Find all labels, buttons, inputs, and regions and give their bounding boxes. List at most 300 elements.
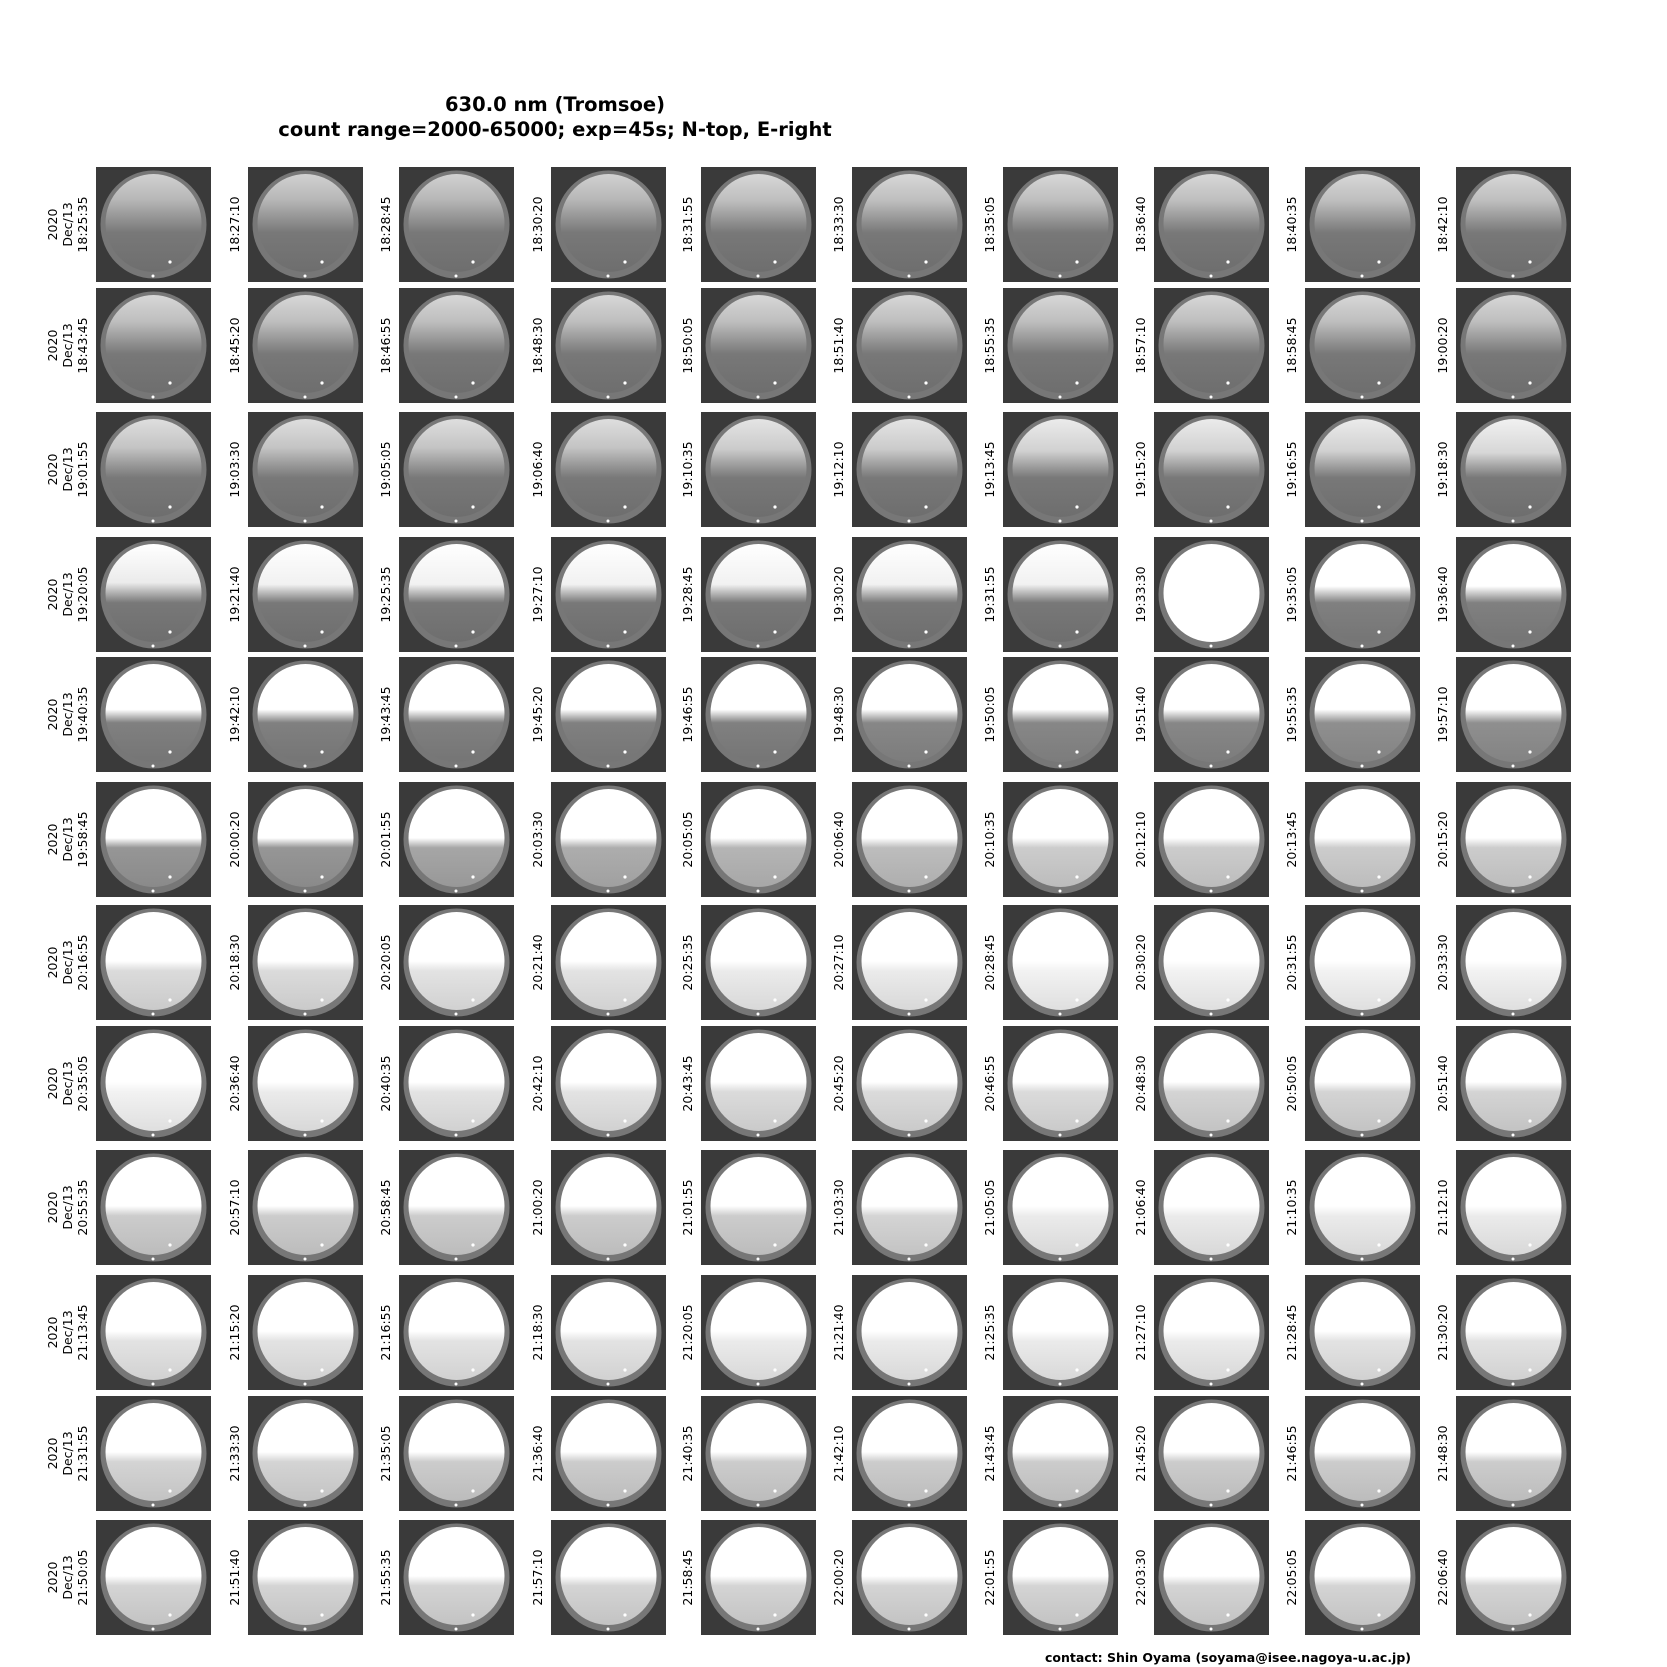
light-spot <box>623 1489 626 1492</box>
light-spot <box>757 765 760 768</box>
light-spot <box>1210 645 1213 648</box>
sky-disk <box>1164 664 1260 762</box>
frame-timestamp: 21:18:30 <box>530 1304 545 1361</box>
sky-disk <box>1013 664 1109 762</box>
light-spot <box>1226 998 1229 1001</box>
allsky-image <box>701 412 816 527</box>
frame-timestamp: 21:06:40 <box>1133 1179 1148 1236</box>
light-spot <box>304 1134 307 1137</box>
sky-disk <box>711 789 807 887</box>
sky-disk <box>409 419 505 517</box>
light-spot <box>152 1013 155 1016</box>
light-spot <box>773 1119 776 1122</box>
light-spot <box>1528 381 1531 384</box>
sky-disk <box>409 1033 505 1131</box>
light-spot <box>1210 396 1213 399</box>
allsky-image <box>852 1275 967 1390</box>
light-spot <box>1377 1368 1380 1371</box>
light-spot <box>773 505 776 508</box>
allsky-image <box>1456 412 1571 527</box>
sky-disk <box>258 295 354 393</box>
sky-disk <box>1164 174 1260 272</box>
light-spot <box>471 998 474 1001</box>
frame-timestamp: 19:35:05 <box>1284 566 1299 623</box>
light-spot <box>623 260 626 263</box>
light-spot <box>1377 1613 1380 1616</box>
light-spot <box>168 1243 171 1246</box>
light-spot <box>623 1243 626 1246</box>
allsky-image <box>1456 1396 1571 1511</box>
light-spot <box>623 505 626 508</box>
sky-disk <box>711 295 807 393</box>
sky-disk <box>1466 295 1562 393</box>
light-spot <box>1512 1134 1515 1137</box>
sky-disk <box>106 419 202 517</box>
frame-timestamp: 19:45:20 <box>530 686 545 743</box>
allsky-image <box>1456 1520 1571 1635</box>
light-spot <box>1377 1119 1380 1122</box>
allsky-image <box>701 167 816 282</box>
light-spot <box>1226 1243 1229 1246</box>
allsky-image <box>96 167 211 282</box>
frame-timestamp: 20:58:45 <box>378 1179 393 1236</box>
frame-timestamp: 18:28:45 <box>378 196 393 253</box>
light-spot <box>320 630 323 633</box>
light-spot <box>908 520 911 523</box>
light-spot <box>168 1119 171 1122</box>
allsky-image <box>399 167 514 282</box>
light-spot <box>1059 1134 1062 1137</box>
allsky-image <box>551 782 666 897</box>
sky-disk <box>561 544 657 642</box>
allsky-image <box>248 657 363 772</box>
frame-timestamp: 2020 Dec/13 21:13:45 <box>45 1304 90 1361</box>
light-spot <box>471 381 474 384</box>
light-spot <box>773 750 776 753</box>
frame-timestamp: 22:05:05 <box>1284 1549 1299 1606</box>
allsky-image <box>1003 1520 1118 1635</box>
frame-timestamp: 20:21:40 <box>530 934 545 991</box>
light-spot <box>607 520 610 523</box>
frame-timestamp: 22:00:20 <box>831 1549 846 1606</box>
allsky-image <box>852 167 967 282</box>
light-spot <box>1361 396 1364 399</box>
allsky-image <box>1456 782 1571 897</box>
light-spot <box>908 1504 911 1507</box>
light-spot <box>773 381 776 384</box>
sky-disk <box>1466 1033 1562 1131</box>
light-spot <box>924 1243 927 1246</box>
allsky-image <box>1003 167 1118 282</box>
frame-timestamp: 21:55:35 <box>378 1549 393 1606</box>
light-spot <box>1075 505 1078 508</box>
allsky-image <box>1456 1026 1571 1141</box>
light-spot <box>623 1119 626 1122</box>
sky-disk <box>409 912 505 1010</box>
light-spot <box>1210 1383 1213 1386</box>
frame-timestamp: 19:18:30 <box>1435 441 1450 498</box>
frame-timestamp: 18:35:05 <box>982 196 997 253</box>
frame-timestamp: 20:30:20 <box>1133 934 1148 991</box>
light-spot <box>1377 875 1380 878</box>
frame-timestamp: 21:00:20 <box>530 1179 545 1236</box>
sky-disk <box>1315 1403 1411 1501</box>
light-spot <box>168 1613 171 1616</box>
light-spot <box>924 1489 927 1492</box>
light-spot <box>455 1383 458 1386</box>
allsky-image <box>852 412 967 527</box>
light-spot <box>757 645 760 648</box>
sky-disk <box>1164 295 1260 393</box>
sky-disk <box>1466 544 1562 642</box>
sky-disk <box>258 419 354 517</box>
sky-disk <box>862 1033 958 1131</box>
sky-disk <box>1164 789 1260 887</box>
light-spot <box>908 645 911 648</box>
light-spot <box>1361 1383 1364 1386</box>
light-spot <box>304 645 307 648</box>
sky-disk <box>1315 664 1411 762</box>
allsky-image <box>96 905 211 1020</box>
allsky-image <box>248 782 363 897</box>
light-spot <box>1075 1119 1078 1122</box>
sky-disk <box>258 174 354 272</box>
light-spot <box>304 275 307 278</box>
light-spot <box>152 520 155 523</box>
light-spot <box>152 645 155 648</box>
light-spot <box>152 1504 155 1507</box>
frame-timestamp: 20:45:20 <box>831 1055 846 1112</box>
allsky-image <box>551 167 666 282</box>
allsky-image <box>1305 905 1420 1020</box>
light-spot <box>168 998 171 1001</box>
frame-timestamp: 19:13:45 <box>982 441 997 498</box>
light-spot <box>471 875 474 878</box>
light-spot <box>455 890 458 893</box>
frame-timestamp: 21:51:40 <box>227 1549 242 1606</box>
sky-disk <box>1315 912 1411 1010</box>
sky-disk <box>409 789 505 887</box>
light-spot <box>1528 260 1531 263</box>
sky-disk <box>561 1282 657 1380</box>
light-spot <box>304 520 307 523</box>
sky-disk <box>1315 789 1411 887</box>
allsky-image <box>1003 657 1118 772</box>
sky-disk <box>1013 295 1109 393</box>
sky-disk <box>1466 789 1562 887</box>
allsky-image <box>1154 167 1269 282</box>
sky-disk <box>258 1403 354 1501</box>
allsky-image <box>1154 288 1269 403</box>
sky-disk <box>862 664 958 762</box>
allsky-image <box>1456 1275 1571 1390</box>
frame-timestamp: 2020 Dec/13 19:58:45 <box>45 811 90 868</box>
light-spot <box>152 275 155 278</box>
sky-disk <box>409 1403 505 1501</box>
allsky-image <box>1154 1026 1269 1141</box>
sky-disk <box>1013 912 1109 1010</box>
frame-timestamp: 20:46:55 <box>982 1055 997 1112</box>
allsky-image <box>399 537 514 652</box>
sky-disk <box>1315 295 1411 393</box>
sky-disk <box>561 419 657 517</box>
sky-disk <box>1013 789 1109 887</box>
light-spot <box>1512 520 1515 523</box>
sky-disk <box>862 544 958 642</box>
light-spot <box>455 396 458 399</box>
allsky-image <box>701 1026 816 1141</box>
allsky-image <box>96 288 211 403</box>
allsky-image <box>1003 1275 1118 1390</box>
frame-timestamp: 18:42:10 <box>1435 196 1450 253</box>
allsky-image <box>1154 1520 1269 1635</box>
sky-disk <box>1013 1282 1109 1380</box>
frame-timestamp: 18:55:35 <box>982 317 997 374</box>
allsky-image <box>1305 1520 1420 1635</box>
light-spot <box>773 1613 776 1616</box>
sky-disk <box>1466 1157 1562 1255</box>
allsky-image <box>1305 537 1420 652</box>
sky-disk <box>862 1157 958 1255</box>
allsky-image <box>551 1275 666 1390</box>
sky-disk <box>1164 544 1260 642</box>
allsky-image <box>399 412 514 527</box>
frame-timestamp: 20:13:45 <box>1284 811 1299 868</box>
light-spot <box>773 1489 776 1492</box>
frame-timestamp: 2020 Dec/13 19:20:05 <box>45 566 90 623</box>
frame-timestamp: 19:31:55 <box>982 566 997 623</box>
light-spot <box>623 630 626 633</box>
allsky-image <box>96 1026 211 1141</box>
allsky-image <box>551 1520 666 1635</box>
light-spot <box>1059 275 1062 278</box>
light-spot <box>455 1258 458 1261</box>
allsky-image <box>852 905 967 1020</box>
light-spot <box>924 875 927 878</box>
light-spot <box>1528 1368 1531 1371</box>
frame-timestamp: 20:12:10 <box>1133 811 1148 868</box>
allsky-image <box>96 657 211 772</box>
frame-timestamp: 2020 Dec/13 19:40:35 <box>45 686 90 743</box>
light-spot <box>1512 1013 1515 1016</box>
light-spot <box>1075 1368 1078 1371</box>
light-spot <box>471 1489 474 1492</box>
sky-disk <box>106 1282 202 1380</box>
light-spot <box>168 505 171 508</box>
light-spot <box>1075 260 1078 263</box>
allsky-image <box>1305 1026 1420 1141</box>
allsky-image <box>96 1396 211 1511</box>
frame-timestamp: 20:57:10 <box>227 1179 242 1236</box>
allsky-image <box>96 1275 211 1390</box>
sky-disk <box>1466 912 1562 1010</box>
light-spot <box>471 1613 474 1616</box>
frame-timestamp: 20:03:30 <box>530 811 545 868</box>
sky-disk <box>862 1403 958 1501</box>
frame-timestamp: 20:28:45 <box>982 934 997 991</box>
light-spot <box>623 875 626 878</box>
light-spot <box>168 875 171 878</box>
frame-timestamp: 20:01:55 <box>378 811 393 868</box>
sky-disk <box>711 419 807 517</box>
allsky-image <box>551 537 666 652</box>
allsky-image <box>701 657 816 772</box>
frame-timestamp: 20:51:40 <box>1435 1055 1450 1112</box>
light-spot <box>1210 275 1213 278</box>
sky-disk <box>1315 1282 1411 1380</box>
sky-disk <box>409 664 505 762</box>
light-spot <box>757 1134 760 1137</box>
light-spot <box>1059 1258 1062 1261</box>
light-spot <box>1528 1243 1531 1246</box>
allsky-image <box>1154 657 1269 772</box>
frame-timestamp: 21:46:55 <box>1284 1425 1299 1482</box>
light-spot <box>607 890 610 893</box>
allsky-image <box>1003 782 1118 897</box>
light-spot <box>757 1258 760 1261</box>
light-spot <box>1226 1613 1229 1616</box>
light-spot <box>623 1613 626 1616</box>
frame-timestamp: 2020 Dec/13 18:43:45 <box>45 317 90 374</box>
sky-disk <box>1315 174 1411 272</box>
light-spot <box>304 765 307 768</box>
frame-timestamp: 20:42:10 <box>530 1055 545 1112</box>
light-spot <box>455 1628 458 1631</box>
allsky-image <box>1305 167 1420 282</box>
allsky-image <box>248 1026 363 1141</box>
light-spot <box>1377 505 1380 508</box>
allsky-image <box>1154 412 1269 527</box>
sky-disk <box>711 1527 807 1625</box>
frame-timestamp: 2020 Dec/13 20:16:55 <box>45 934 90 991</box>
sky-disk <box>409 1157 505 1255</box>
frame-timestamp: 19:15:20 <box>1133 441 1148 498</box>
allsky-image <box>551 412 666 527</box>
allsky-image <box>551 1026 666 1141</box>
light-spot <box>1226 750 1229 753</box>
sky-disk <box>711 1282 807 1380</box>
light-spot <box>1361 765 1364 768</box>
light-spot <box>607 765 610 768</box>
allsky-image <box>701 1396 816 1511</box>
sky-disk <box>1466 1403 1562 1501</box>
sky-disk <box>1164 912 1260 1010</box>
light-spot <box>471 260 474 263</box>
light-spot <box>1059 890 1062 893</box>
sky-disk <box>561 912 657 1010</box>
allsky-image <box>96 537 211 652</box>
frame-timestamp: 2020 Dec/13 20:35:05 <box>45 1055 90 1112</box>
sky-disk <box>561 664 657 762</box>
frame-timestamp: 18:46:55 <box>378 317 393 374</box>
allsky-image <box>852 1150 967 1265</box>
sky-disk <box>106 664 202 762</box>
light-spot <box>152 396 155 399</box>
frame-timestamp: 2020 Dec/13 19:01:55 <box>45 441 90 498</box>
frame-timestamp: 19:05:05 <box>378 441 393 498</box>
light-spot <box>757 520 760 523</box>
light-spot <box>1512 1383 1515 1386</box>
light-spot <box>757 275 760 278</box>
allsky-image <box>1003 288 1118 403</box>
allsky-image <box>701 782 816 897</box>
frame-timestamp: 19:16:55 <box>1284 441 1299 498</box>
allsky-image <box>399 782 514 897</box>
light-spot <box>320 260 323 263</box>
light-spot <box>304 890 307 893</box>
frame-timestamp: 21:01:55 <box>680 1179 695 1236</box>
allsky-image <box>248 1396 363 1511</box>
frame-timestamp: 18:58:45 <box>1284 317 1299 374</box>
frame-timestamp: 20:10:35 <box>982 811 997 868</box>
allsky-image <box>1456 657 1571 772</box>
light-spot <box>1361 1628 1364 1631</box>
frame-timestamp: 21:27:10 <box>1133 1304 1148 1361</box>
light-spot <box>773 1243 776 1246</box>
light-spot <box>320 1243 323 1246</box>
frame-timestamp: 18:48:30 <box>530 317 545 374</box>
light-spot <box>1361 1013 1364 1016</box>
light-spot <box>757 1504 760 1507</box>
sky-disk <box>409 295 505 393</box>
light-spot <box>168 1489 171 1492</box>
light-spot <box>304 1628 307 1631</box>
light-spot <box>1075 998 1078 1001</box>
frame-timestamp: 18:27:10 <box>227 196 242 253</box>
allsky-image <box>1305 288 1420 403</box>
light-spot <box>320 1489 323 1492</box>
sky-disk <box>862 174 958 272</box>
light-spot <box>1210 1258 1213 1261</box>
light-spot <box>1075 875 1078 878</box>
sky-disk <box>561 295 657 393</box>
frame-timestamp: 20:36:40 <box>227 1055 242 1112</box>
light-spot <box>168 630 171 633</box>
allsky-image <box>248 167 363 282</box>
allsky-image <box>1305 782 1420 897</box>
frame-timestamp: 2020 Dec/13 21:31:55 <box>45 1425 90 1482</box>
light-spot <box>1059 1013 1062 1016</box>
light-spot <box>455 275 458 278</box>
sky-disk <box>258 664 354 762</box>
light-spot <box>152 1134 155 1137</box>
light-spot <box>168 1368 171 1371</box>
light-spot <box>607 1504 610 1507</box>
light-spot <box>1377 1243 1380 1246</box>
sky-disk <box>1013 544 1109 642</box>
light-spot <box>757 396 760 399</box>
sky-disk <box>258 1527 354 1625</box>
light-spot <box>1361 1134 1364 1137</box>
sky-disk <box>1013 1033 1109 1131</box>
light-spot <box>1075 630 1078 633</box>
light-spot <box>1377 750 1380 753</box>
frame-timestamp: 21:25:35 <box>982 1304 997 1361</box>
light-spot <box>1059 1504 1062 1507</box>
light-spot <box>471 750 474 753</box>
light-spot <box>924 998 927 1001</box>
allsky-image <box>1305 1150 1420 1265</box>
light-spot <box>152 890 155 893</box>
light-spot <box>1512 275 1515 278</box>
allsky-image <box>1456 167 1571 282</box>
light-spot <box>1512 645 1515 648</box>
light-spot <box>1377 630 1380 633</box>
light-spot <box>320 505 323 508</box>
frame-timestamp: 21:48:30 <box>1435 1425 1450 1482</box>
sky-disk <box>711 1157 807 1255</box>
light-spot <box>924 381 927 384</box>
